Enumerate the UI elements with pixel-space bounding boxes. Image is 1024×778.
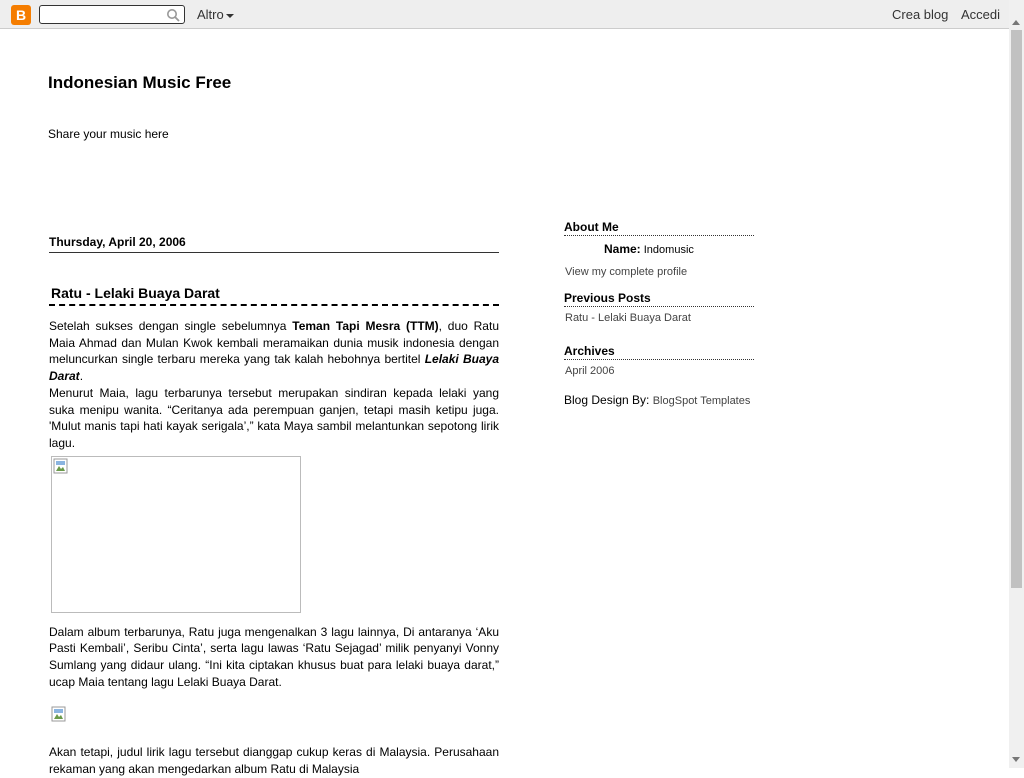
post-date: Thursday, April 20, 2006 bbox=[49, 235, 499, 253]
archives-heading: Archives bbox=[564, 344, 754, 360]
blogger-navbar bbox=[0, 0, 1024, 29]
navbar-search-input[interactable] bbox=[44, 8, 164, 23]
post-image-placeholder bbox=[51, 456, 301, 613]
profile-name-value: Indomusic bbox=[643, 244, 694, 256]
scroll-thumb[interactable] bbox=[1011, 30, 1022, 588]
scroll-down-arrow-icon[interactable] bbox=[1012, 757, 1020, 762]
post-paragraph: Menurut Maia, lagu terbarunya tersebut merupakan sindiran kepada lelaki yang suka menipu wanita. “Ceritanya ada perempuan ganjen, tetapi masih ketipu juga. 'Mulut manis tapi hati kayak serigala’,” kata Maya sambil melantunkan sepotong lirik lagu. bbox=[49, 385, 499, 450]
post-title[interactable]: Ratu - Lelaki Buaya Darat bbox=[49, 285, 499, 306]
view-profile-link[interactable]: View my complete profile bbox=[565, 266, 688, 278]
archive-link[interactable]: April 2006 bbox=[565, 365, 615, 377]
design-credit-link[interactable]: BlogSpot Templates bbox=[652, 395, 751, 407]
search-icon[interactable] bbox=[166, 8, 180, 22]
caret-down-icon bbox=[226, 14, 234, 18]
post-paragraph bbox=[49, 318, 499, 385]
scroll-up-arrow-icon[interactable] bbox=[1012, 20, 1020, 25]
profile-name-label: Name: bbox=[604, 242, 641, 256]
previous-posts-heading: Previous Posts bbox=[564, 291, 754, 307]
more-menu-button[interactable] bbox=[197, 7, 234, 22]
post-image-small bbox=[51, 706, 67, 722]
post-paragraph: Dalam album terbarunya, Ratu juga mengenalkan 3 lagu lainnya, Di antaranya ‘Aku Pasti Kembali’, Seribu Cinta’, serta lagu lawas ‘Ratu Sejagad’ milik penyanyi Vonny Sumlang yang didaur ulang. “Ini kita ciptakan khusus buat para lelaki buaya darat,” ucap Maia tentang lagu Lelaki Buaya Darat. bbox=[49, 624, 499, 689]
navbar-search-box[interactable] bbox=[39, 5, 185, 24]
sidebar bbox=[564, 220, 754, 407]
text-span: Setelah sukses dengan single sebelumnya bbox=[49, 319, 293, 333]
blog-title[interactable]: Indonesian Music Free bbox=[48, 73, 232, 92]
page-scrollbar[interactable] bbox=[1009, 0, 1024, 768]
post-paragraph: Akan tetapi, judul lirik lagu tersebut dianggap cukup keras di Malaysia. Perusahaan rekaman yang akan mengedarkan album Ratu di Malaysia bbox=[49, 745, 499, 777]
post-body bbox=[49, 318, 499, 778]
previous-post-link[interactable]: Ratu - Lelaki Buaya Darat bbox=[565, 312, 691, 324]
design-credit-label: Blog Design By: bbox=[564, 393, 653, 407]
text-span: , duo Ratu Maia Ahmad dan Mulan Kwok kembali meramaikan dunia musik indonesia dengan meluncurkan single terbaru mereka yang tak kalah hebohnya bertitel bbox=[49, 319, 499, 367]
blogger-logo-icon[interactable]: B bbox=[11, 5, 31, 25]
profile-name bbox=[604, 242, 754, 256]
blog-description: Share your music here bbox=[48, 127, 169, 141]
bold-text: Teman Tapi Mesra (TTM) bbox=[292, 319, 439, 333]
bold-italic-text: Lelaki Buaya Darat bbox=[49, 352, 499, 384]
design-credit bbox=[564, 393, 754, 407]
about-heading: About Me bbox=[564, 220, 754, 236]
sign-in-link[interactable]: Accedi bbox=[961, 7, 1001, 22]
broken-image-icon bbox=[53, 458, 69, 474]
text-span: . bbox=[79, 369, 84, 384]
more-menu-label: Altro bbox=[197, 7, 224, 22]
broken-image-icon bbox=[51, 706, 67, 722]
create-blog-link[interactable]: Crea blog bbox=[892, 7, 949, 22]
main-column bbox=[49, 235, 499, 778]
